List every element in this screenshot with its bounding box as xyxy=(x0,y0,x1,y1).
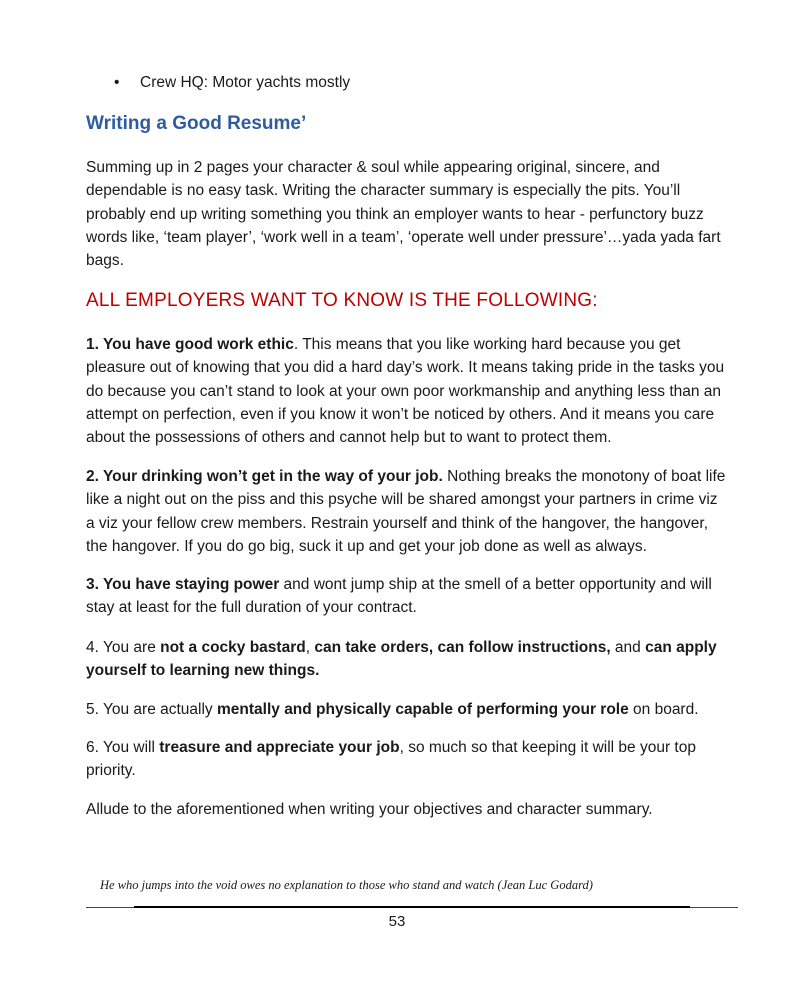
point-6-lead: 6. You will xyxy=(86,739,160,756)
point-6-paragraph xyxy=(86,736,726,783)
point-4-sep-2: and xyxy=(610,639,646,656)
point-4-bold-2: can take orders, can follow instructions, xyxy=(314,639,611,656)
point-4-sep-1: , xyxy=(305,639,315,656)
section-heading: Writing a Good Resume’ xyxy=(86,113,307,134)
point-6-tail: , so much so that keeping it will be your top priority. xyxy=(86,739,696,780)
point-4-paragraph xyxy=(86,636,726,683)
point-1-paragraph xyxy=(86,333,726,449)
point-5-tail: on board. xyxy=(628,701,699,718)
point-2-bold: 2. Your drinking won’t get in the way of your job. xyxy=(86,468,443,485)
point-6-bold: treasure and appreciate your job xyxy=(159,739,400,756)
point-2-paragraph xyxy=(86,465,726,558)
bullet-text: Crew HQ: Motor yachts mostly xyxy=(140,74,351,91)
footer-quote: He who jumps into the void owes no explanation to those who stand and watch (Jean Luc Godard) xyxy=(100,878,593,892)
point-4-bold-3: can apply yourself to learning new things. xyxy=(86,639,717,680)
point-4-bold-1: not a cocky bastard xyxy=(160,639,306,656)
bullet-icon: • xyxy=(114,74,120,91)
point-3-paragraph xyxy=(86,573,726,620)
point-3-text: and wont jump ship at the smell of a better opportunity and will stay at least for the full duration of your contract. xyxy=(86,576,712,617)
employers-heading: ALL EMPLOYERS WANT TO KNOW IS THE FOLLOWING: xyxy=(86,290,598,311)
closing-paragraph: Allude to the aforementioned when writing your objectives and character summary. xyxy=(86,801,653,818)
bullet-item xyxy=(114,72,350,94)
point-3-bold: 3. You have staying power xyxy=(86,576,280,593)
point-1-text: . This means that you like working hard because you get pleasure out of knowing that you did a hard day’s work. It means taking pride in the tasks you do because you can’t stand to look at your own poor workmanship and anything less than an attempt on perfection, even if you know it won’t be noticed by others. And it means you care about the possessions of others and cannot help but to want to protect them. xyxy=(86,336,725,447)
point-5-bold: mentally and physically capable of performing your role xyxy=(217,701,629,718)
point-1-bold: 1. You have good work ethic xyxy=(86,336,294,353)
point-5-paragraph xyxy=(86,698,726,721)
point-2-text: Nothing breaks the monotony of boat life like a night out on the piss and this psyche will be shared amongst your partners in crime viz a viz your fellow crew members. Restrain yourself and think of the hangover, the hangover, the hangover. If you do go big, suck it up and get your job done as well as always. xyxy=(86,468,726,555)
point-5-lead: 5. You are actually xyxy=(86,701,217,718)
footer-divider-bold xyxy=(134,906,690,908)
point-4-lead: 4. You are xyxy=(86,639,161,656)
page-number: 53 xyxy=(388,913,406,930)
intro-paragraph: Summing up in 2 pages your character & soul while appearing original, sincere, and dependable is no easy task. Writing the character summary is especially the pits. You’ll probably end up writing something you think an employer wants to hear - perfunctory buzz words like, ‘team player’, ‘work well in a team’, ‘operate well under pressure’…yada yada fart bags. xyxy=(86,159,721,270)
